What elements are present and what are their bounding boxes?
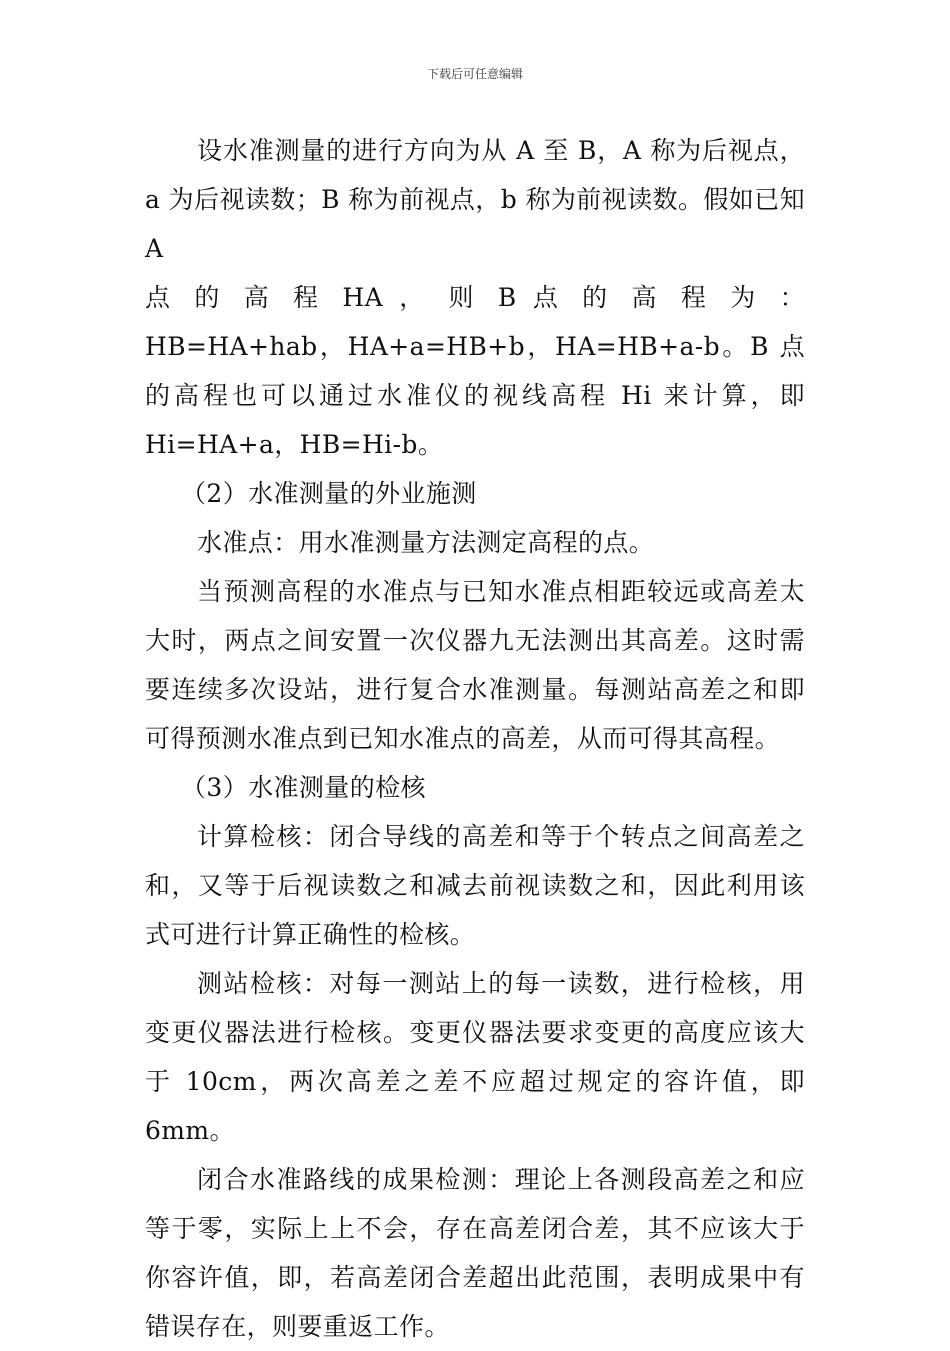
paragraph-elevation-statement: 点 的 高 程 HA ， 则 B 点 的 高 程 为 ： [145,283,805,312]
section-heading-leveling-check: （3）水准测量的检核 [181,773,426,802]
paragraph-closed-route-check: 闭合水准路线的成果检测：理论上各测段高差之和应等于零，实际上上不会，存在高差闭合差，其不应该大于你容许值，即，若高差闭合差超出此范围，表明成果中有错误存在，则要重返工作。 [145,1165,805,1341]
paragraph-calculation-check: 计算检核：闭合导线的高差和等于个转点之间高差之和，又等于后视读数之和减去前视读数之和，因此利用该式可进行计算正确性的检核。 [145,822,805,949]
paragraph-elevation-formulas: HB=HA+hab，HA+a=HB+b，HA=HB+a-b。B 点的高程也可以通过水准仪的视线高程 Hi 来计算，即 Hi=HA+a，HB=Hi-b。 [145,332,805,459]
section-heading-field-survey: （2）水准测量的外业施测 [181,479,477,508]
paragraph-station-check: 测站检核：对每一测站上的每一读数，进行检核，用变更仪器法进行检核。变更仪器法要求变更的高度应该大于 10cm，两次高差之差不应超过规定的容许值，即 6mm。 [145,969,805,1145]
paragraph-compound-leveling: 当预测高程的水准点与已知水准点相距较远或高差太大时，两点之间安置一次仪器九无法测出其高差。这时需要连续多次设站，进行复合水准测量。每测站高差之和即可得预测水准点到已知水准点的高差，从而可得其高程。 [145,577,805,753]
document-body [145,126,805,1351]
paragraph-level-setup: 设水准测量的进行方向为从 A 至 B，A 称为后视点，a 为后视读数；B 称为前视点，b 称为前视读数。假如已知 A [145,136,805,263]
paragraph-benchmark-definition: 水准点：用水准测量方法测定高程的点。 [197,528,655,557]
header-note: 下载后可任意编辑 [426,67,523,81]
